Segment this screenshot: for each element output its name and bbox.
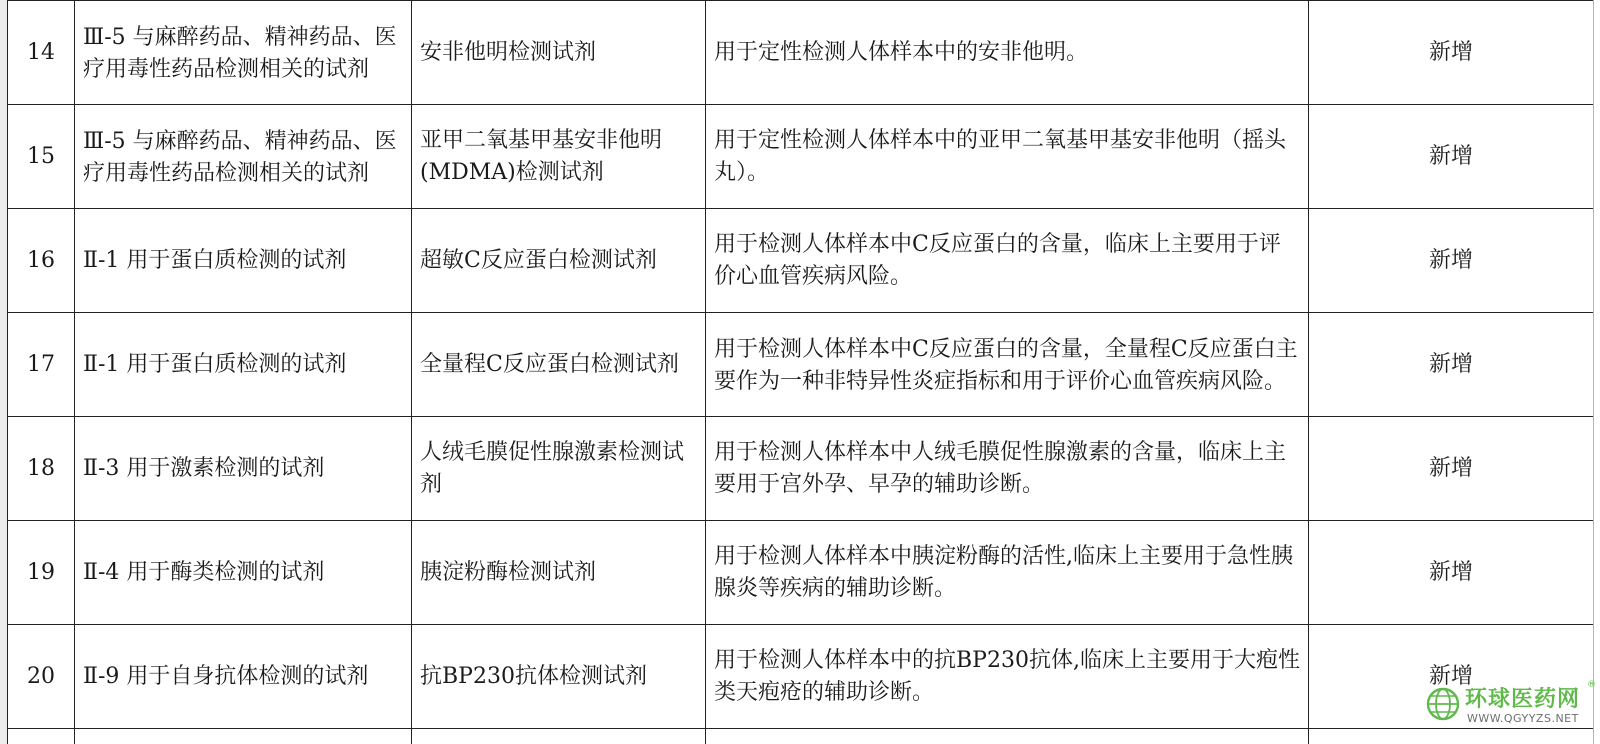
reagent-name-cell: 全量程C反应蛋白检测试剂 — [412, 313, 706, 417]
status-cell: 新增 — [1309, 105, 1594, 209]
category-cell: Ⅲ-5 与麻醉药品、精神药品、医疗用毒性药品检测相关的试剂 — [83, 128, 397, 186]
status-cell: 新增 — [1309, 209, 1594, 313]
reagent-name-cell: 超敏C反应蛋白检测试剂 — [412, 209, 706, 313]
reagent-name-cell: 抗BP230抗体检测试剂 — [412, 625, 706, 729]
watermark-url: WWW.QGYYZS.NET — [1467, 712, 1579, 725]
table-row — [8, 105, 1594, 209]
table-row — [8, 209, 1594, 313]
table-row — [8, 625, 1594, 729]
registered-mark: ® — [1587, 680, 1596, 690]
status-cell: 新增 — [1309, 1, 1594, 105]
reagent-name-cell: 安非他明检测试剂 — [412, 1, 706, 105]
row-number: 16 — [8, 209, 75, 313]
table-row-partial — [8, 729, 1594, 744]
intended-use-cell: 用于检测人体样本中人绒毛膜促性腺激素的含量，临床上主要用于宫外孕、早孕的辅助诊断。 — [706, 417, 1309, 521]
intended-use-cell: 用于检测人体样本中的抗BP230抗体,临床上主要用于大疱性类天疱疮的辅助诊断。 — [706, 625, 1309, 729]
watermark-title: 环球医药网 — [1465, 687, 1581, 712]
reagent-name-cell: 胰淀粉酶检测试剂 — [412, 521, 706, 625]
row-number: 19 — [8, 521, 75, 625]
table-row — [8, 417, 1594, 521]
intended-use-cell: 用于定性检测人体样本中的安非他明。 — [706, 1, 1309, 105]
registration-table — [7, 0, 1594, 744]
reagent-name-cell: 人绒毛膜促性腺激素检测试剂 — [412, 417, 706, 521]
row-number: 17 — [8, 313, 75, 417]
intended-use-cell: 用于定性检测人体样本中的亚甲二氧基甲基安非他明（摇头丸）。 — [706, 105, 1309, 209]
intended-use-cell: 用于检测人体样本中C反应蛋白的含量，临床上主要用于评价心血管疾病风险。 — [706, 209, 1309, 313]
status-cell: 新增 — [1309, 313, 1594, 417]
category-cell: Ⅱ-1 用于蛋白质检测的试剂 — [75, 209, 412, 313]
category-cell: Ⅱ-1 用于蛋白质检测的试剂 — [75, 313, 412, 417]
table-row — [8, 1, 1594, 105]
table-row — [8, 313, 1594, 417]
status-cell: 新增 — [1309, 521, 1594, 625]
category-cell: Ⅲ-5 与麻醉药品、精神药品、医疗用毒性药品检测相关的试剂 — [83, 24, 397, 82]
row-number: 15 — [8, 105, 75, 209]
category-cell: Ⅱ-9 用于自身抗体检测的试剂 — [75, 625, 412, 729]
intended-use-cell: 用于检测人体样本中C反应蛋白的含量，全量程C反应蛋白主要作为一种非特异性炎症指标和用于评价心血管疾病风险。 — [714, 336, 1298, 394]
category-cell: Ⅱ-4 用于酶类检测的试剂 — [75, 521, 412, 625]
table-row — [8, 521, 1594, 625]
row-number: 20 — [8, 625, 75, 729]
row-number: 14 — [8, 1, 75, 105]
status-cell: 新增 — [1309, 625, 1594, 729]
row-number: 18 — [8, 417, 75, 521]
intended-use-cell: 用于检测人体样本中胰淀粉酶的活性,临床上主要用于急性胰腺炎等疾病的辅助诊断。 — [706, 521, 1309, 625]
sheet-gridline — [1593, 0, 1594, 744]
category-cell: Ⅱ-3 用于激素检测的试剂 — [75, 417, 412, 521]
reagent-name-cell: 亚甲二氧基甲基安非他明(MDMA)检测试剂 — [412, 105, 706, 209]
status-cell: 新增 — [1309, 417, 1594, 521]
